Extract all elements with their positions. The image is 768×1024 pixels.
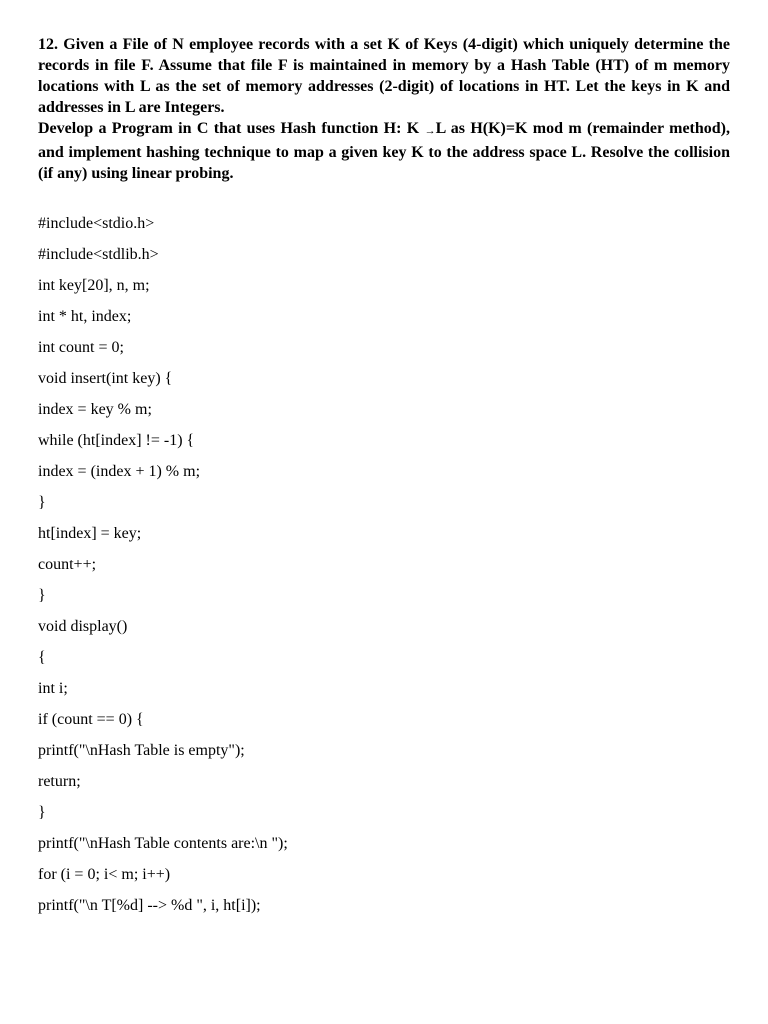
question-paragraph-2-end: L as H(K)=K mod m (remainder method), and implement hashing technique to map a given key K to the address space L. Resolve the collision (if any) using linear probing. xyxy=(38,120,730,182)
code-line: int key[20], n, m; xyxy=(38,277,150,294)
code-line: #include<stdlib.h> xyxy=(38,246,159,263)
code-line: index = key % m; xyxy=(38,401,152,418)
code-line: return; xyxy=(38,773,81,790)
code-line: if (count == 0) { xyxy=(38,711,144,728)
code-listing xyxy=(38,214,730,927)
code-line: printf("\nHash Table contents are:\n "); xyxy=(38,835,288,852)
code-line: void insert(int key) { xyxy=(38,370,173,387)
code-line: int i; xyxy=(38,680,68,697)
code-line: index = (index + 1) % m; xyxy=(38,463,201,480)
code-line: int * ht, index; xyxy=(38,308,132,325)
code-line: } xyxy=(38,587,46,604)
code-line: int count = 0; xyxy=(38,339,124,356)
code-line: printf("\nHash Table is empty"); xyxy=(38,742,245,759)
code-line: ht[index] = key; xyxy=(38,525,142,542)
arrow-symbol: → xyxy=(424,125,436,137)
question-paragraph-1: 12. Given a File of N employee records with a set K of Keys (4-digit) which uniquely determine the records in file F. Assume that file F is maintained in memory by a Hash Table (HT) of m memory locations with L as the set of memory addresses (2-digit) of locations in HT. Let the keys in K and addresses in L are Integers. xyxy=(38,36,730,116)
code-line: #include<stdio.h> xyxy=(38,215,155,232)
code-line: { xyxy=(38,649,46,666)
document-page xyxy=(38,34,730,927)
question-statement xyxy=(38,34,730,184)
code-line: void display() xyxy=(38,618,128,635)
code-line: } xyxy=(38,804,46,821)
code-line: while (ht[index] != -1) { xyxy=(38,432,195,449)
question-paragraph-2-start: Develop a Program in C that uses Hash function H: K xyxy=(38,120,425,137)
code-line: for (i = 0; i< m; i++) xyxy=(38,866,171,883)
question-paragraph-2 xyxy=(38,118,730,184)
code-line: } xyxy=(38,494,46,511)
code-line: count++; xyxy=(38,556,97,573)
code-line: printf("\n T[%d] --> %d ", i, ht[i]); xyxy=(38,897,261,914)
